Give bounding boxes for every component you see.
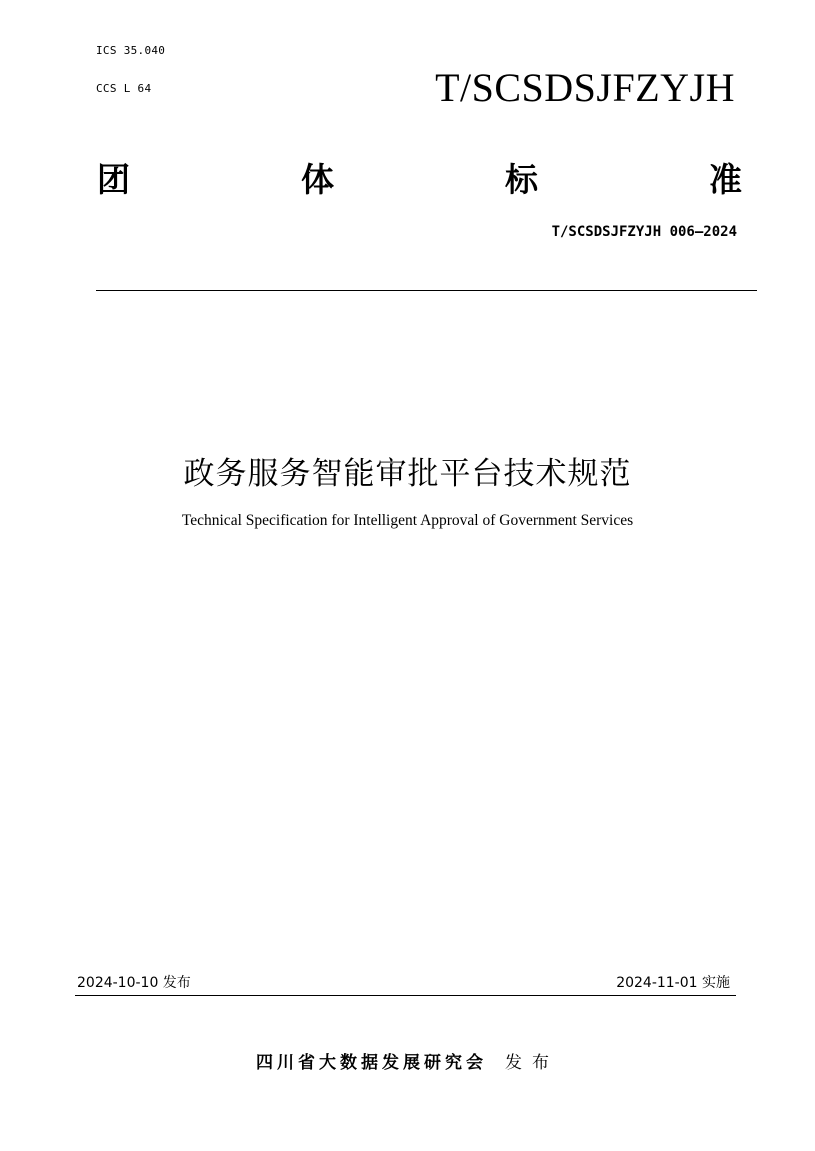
ics-code: ICS 35.040 bbox=[96, 44, 166, 57]
standard-type-char: 体 bbox=[301, 160, 334, 199]
issue-date: 2024-10-10 发布 bbox=[77, 975, 191, 991]
document-title-chinese: 政务服务智能审批平台技术规范 bbox=[183, 456, 632, 492]
document-title-english: Technical Specification for Intelligent Approval of Government Services bbox=[181, 512, 634, 529]
publisher-suffix: 发布 bbox=[505, 1053, 559, 1073]
standard-type-char: 准 bbox=[709, 160, 742, 199]
standard-type-heading bbox=[97, 160, 742, 200]
publisher-line bbox=[0, 1048, 815, 1073]
implementation-date: 2024-11-01 实施 bbox=[616, 975, 730, 991]
standard-number: T/SCSDSJFZYJH 006—2024 bbox=[551, 224, 737, 240]
standard-type-char: 标 bbox=[505, 160, 538, 199]
publisher-name: 四川省大数据发展研究会 bbox=[256, 1053, 487, 1073]
organization-code: T/SCSDSJFZYJH bbox=[435, 65, 735, 110]
ccs-code: CCS L 64 bbox=[96, 82, 152, 95]
standard-type-char: 团 bbox=[97, 160, 130, 199]
header-divider bbox=[96, 290, 757, 291]
footer-divider bbox=[75, 995, 736, 996]
